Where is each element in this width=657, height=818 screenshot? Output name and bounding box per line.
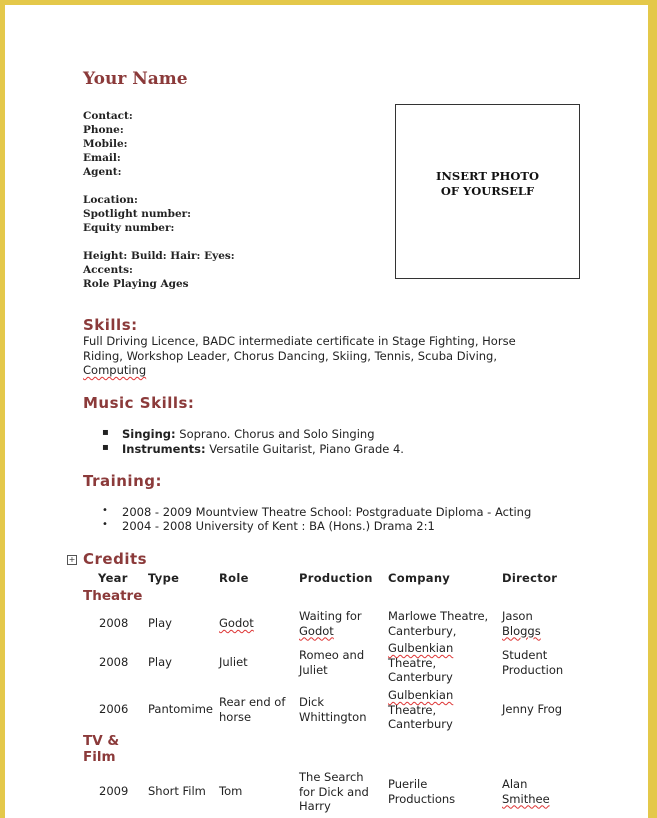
credits-heading: Credits (83, 550, 148, 568)
playing-ages-label: Role Playing Ages (83, 278, 189, 290)
resume-name: Your Name (83, 69, 188, 89)
column-header-production: Production (299, 571, 373, 585)
photo-placeholder-text: INSERT PHOTO OF YOURSELF (436, 169, 539, 198)
equity-label: Equity number: (83, 222, 175, 234)
cell-director: Student Production (502, 648, 564, 677)
bullet-icon: • (102, 519, 108, 530)
cell-director: Jason Bloggs (502, 609, 541, 638)
cell-year: 2008 (99, 616, 129, 630)
cell-company: Gulbenkian Theatre, Canterbury (388, 688, 454, 731)
cell-type: Pantomime (148, 702, 213, 716)
music-item-label: Instruments: (122, 442, 206, 456)
bullet-icon: ▪ (102, 442, 109, 453)
cell-type: Play (148, 616, 172, 630)
column-header-type: Type (148, 571, 180, 585)
column-header-company: Company (388, 571, 451, 585)
skills-line: Riding, Workshop Leader, Chorus Dancing, Skiing, Tennis, Scuba Diving, (83, 348, 498, 363)
photo-placeholder[interactable] (395, 104, 580, 279)
cell-role: Godot (219, 616, 254, 630)
cell-director: Alan Smithee (502, 777, 550, 806)
cell-director: Jenny Frog (502, 702, 563, 716)
bullet-icon: • (102, 505, 108, 516)
accents-label: Accents: (83, 264, 133, 276)
physical-block (83, 249, 235, 291)
cell-company: Marlowe Theatre, Canterbury, (388, 609, 489, 638)
cell-role: Juliet (219, 655, 248, 669)
cell-production: The Search for Dick and Harry (299, 770, 369, 813)
measurements-label: Height: Build: Hair: Eyes: (83, 250, 235, 262)
skills-line: Full Driving Licence, BADC intermediate certificate in Stage Fighting, Horse (83, 334, 516, 348)
cell-production: Romeo and Juliet (299, 648, 365, 677)
location-label: Location: (83, 194, 138, 206)
contact-block (83, 109, 133, 179)
cell-company: Puerile Productions (388, 777, 456, 806)
resume-page: Your Name Contact: Phone: Mobile: Email: Agent: Location: Spotlight number: Equity number: Height: Build: Hair: Eyes: Accents: Role Playing Ages INSERT PHOTO OF YOURSELF Skills: Full Driving Licence, BADC intermediate certificate in Stage Fighting, Horse Riding, Workshop Leader, Chorus Dancing, Skiing, Tennis, Scuba Diving, Computing Music Skills: ▪ Singing: Soprano. Chorus and Solo Singing ▪ Instruments: Versatile Guitarist, Piano Grade 4. Training: • 2008 - 2009 Mountview Theatre School: Postgraduate Diploma - Acting • 2004 - 2008 University of Kent : BA (Hons.) Drama 2:1 + Credits Year Type Role Production Company Director Theatre 2008 Play Godot Waiting for Godot Marlowe Theatre, Canterbury, Jason Bloggs 2008 Play Juliet Romeo and Juliet Gulbenkian Theatre, Canterbury Student Production 2006 Pantomime Rear end of horse Dick Whittington Gulbenkian Theatre, Canterbury Jenny Frog TV & Film 2009 Short Film Tom The Search for Dick and Harry Puerile Productions Alan Smithee (5, 5, 648, 818)
cell-production: Waiting for Godot (299, 609, 362, 638)
skills-text (83, 334, 603, 378)
music-skills-heading: Music Skills: (83, 394, 195, 412)
music-item-label: Singing: (122, 427, 176, 441)
cell-role: Rear end of horse (219, 695, 286, 724)
music-item-text: Versatile Guitarist, Piano Grade 4. (205, 442, 404, 456)
skills-line: Computing (83, 363, 147, 377)
column-header-director: Director (502, 571, 558, 585)
music-item-text: Soprano. Chorus and Solo Singing (175, 427, 375, 441)
column-header-role: Role (219, 571, 249, 585)
cell-company: Gulbenkian Theatre, Canterbury (388, 641, 454, 684)
section-heading-theatre: Theatre (83, 588, 143, 604)
cell-type: Short Film (148, 784, 206, 798)
cell-production: Dick Whittington (299, 695, 367, 724)
location-block (83, 193, 191, 235)
table-move-handle-icon[interactable]: + (68, 555, 76, 564)
mobile-label: Mobile: (83, 138, 128, 150)
phone-label: Phone: (83, 124, 124, 136)
skills-heading: Skills: (83, 316, 138, 334)
cell-type: Play (148, 655, 172, 669)
section-heading-tv-film: TV & Film (83, 733, 120, 765)
email-label: Email: (83, 152, 121, 164)
training-heading: Training: (83, 472, 162, 490)
spotlight-label: Spotlight number: (83, 208, 192, 220)
cell-role: Tom (219, 784, 243, 798)
bullet-icon: ▪ (102, 427, 109, 438)
cell-year: 2008 (99, 655, 129, 669)
cell-year: 2009 (99, 784, 129, 798)
cell-year: 2006 (99, 702, 129, 716)
agent-label: Agent: (83, 166, 122, 178)
contact-label: Contact: (83, 110, 133, 122)
column-header-year: Year (98, 571, 128, 585)
